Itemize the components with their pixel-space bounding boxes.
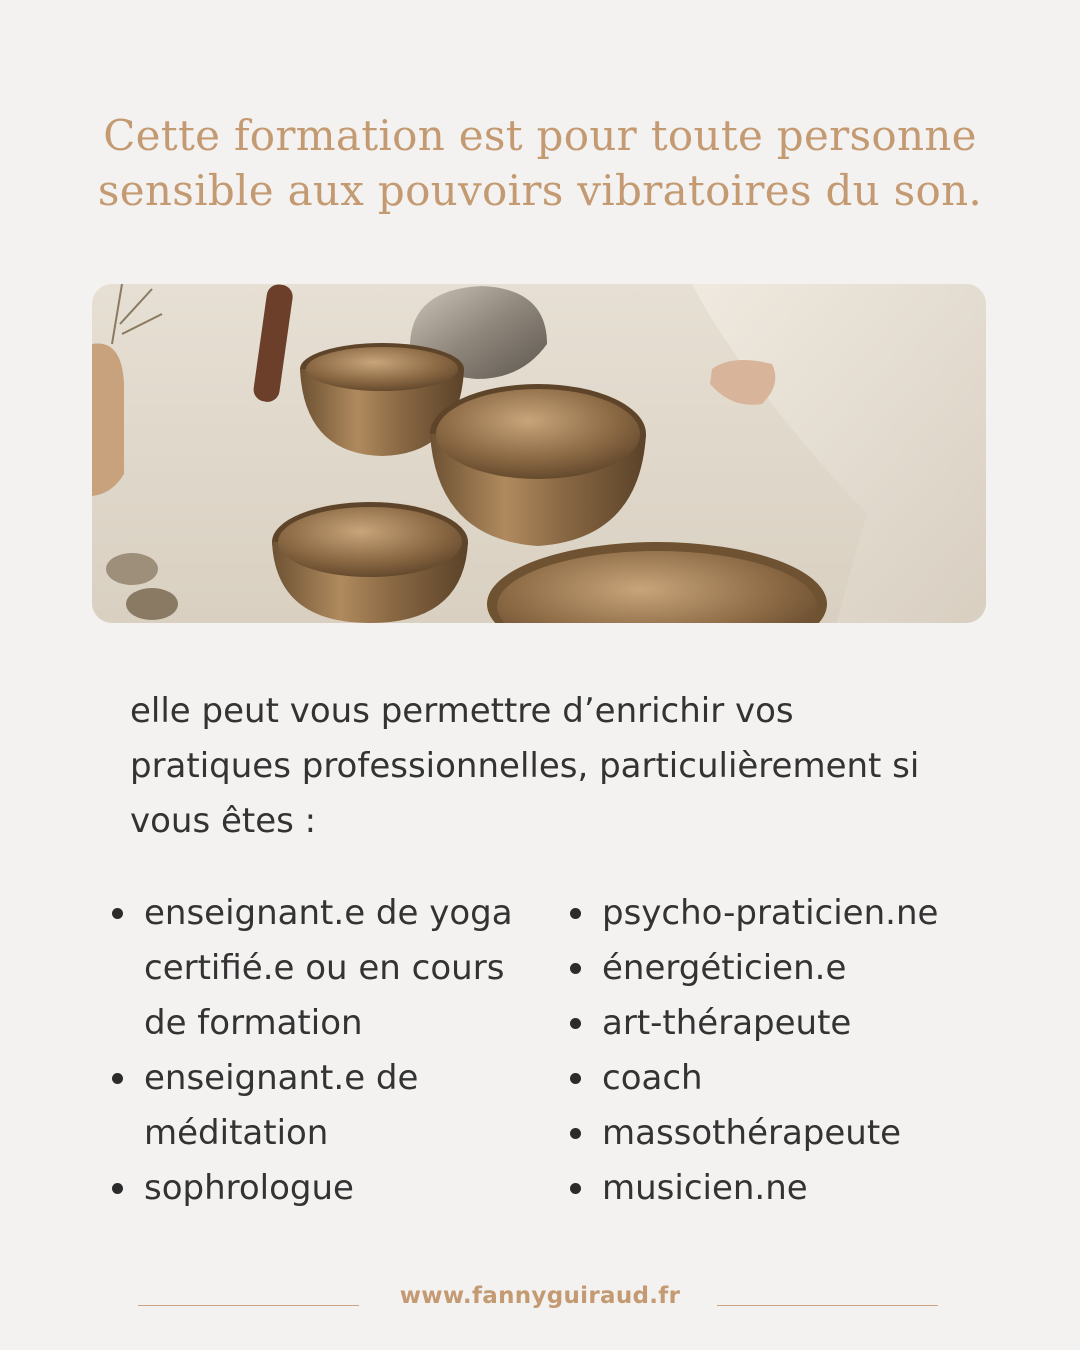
list-item — [144, 1051, 544, 1161]
list-item: énergéticien.e — [602, 941, 1002, 996]
list-item — [144, 886, 544, 1051]
list-item: psycho-praticien.ne — [602, 886, 1002, 941]
list-item: coach — [602, 1051, 1002, 1106]
singing-bowls-illustration — [92, 284, 986, 623]
list-item-line: enseignant.e de yoga — [144, 893, 513, 933]
intro-text — [130, 684, 990, 849]
list-item-line: de formation — [144, 1003, 363, 1043]
list-item-line: enseignant.e de — [144, 1058, 419, 1098]
website-link[interactable]: www.fannyguiraud.fr — [399, 1283, 681, 1309]
profession-list-left — [144, 886, 544, 1216]
profession-list-right — [602, 886, 1002, 1216]
headline-line-1: Cette formation est pour toute personne — [103, 111, 977, 160]
list-item: art-thérapeute — [602, 996, 1002, 1051]
intro-line-3: vous êtes : — [130, 801, 317, 841]
list-item: massothérapeute — [602, 1106, 1002, 1161]
headline — [0, 108, 1080, 218]
headline-line-2: sensible aux pouvoirs vibratoires du son. — [97, 166, 983, 215]
list-item — [144, 1161, 544, 1216]
intro-line-2: pratiques professionnelles, particulièrement si — [130, 746, 920, 786]
list-item-line: sophrologue — [144, 1168, 354, 1208]
list-item: musicien.ne — [602, 1161, 1002, 1216]
footer-divider-right — [717, 1305, 938, 1306]
intro-line-1: elle peut vous permettre d’enrichir vos — [130, 691, 794, 731]
singing-bowls-photo — [92, 284, 986, 623]
list-item-line: méditation — [144, 1113, 329, 1153]
list-item-line: certifié.e ou en cours — [144, 948, 505, 988]
footer-divider-left — [138, 1305, 359, 1306]
